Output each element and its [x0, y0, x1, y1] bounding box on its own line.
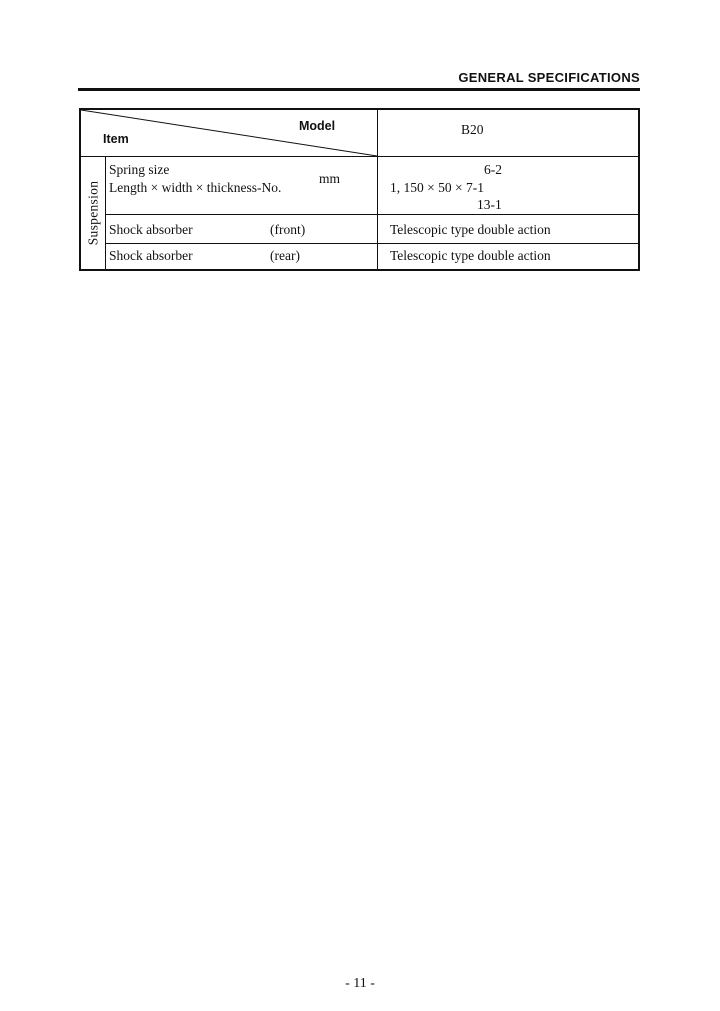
header-rule	[78, 88, 640, 91]
spring-size-label: Spring size	[109, 162, 170, 177]
unit-label: mm	[319, 171, 341, 186]
spring-value-line: 13-1	[477, 197, 502, 212]
shock-absorber-front-qualifier: (front)	[270, 222, 306, 237]
shock-absorber-rear-qualifier: (rear)	[270, 248, 300, 263]
shock-absorber-front-value: Telescopic type double action	[390, 222, 551, 237]
header-item-label: Item	[103, 132, 129, 146]
section-label: Suspension	[85, 180, 101, 246]
shock-absorber-rear-label: Shock absorber	[109, 248, 193, 263]
section-column-divider	[105, 156, 106, 269]
row-divider	[105, 214, 638, 215]
section-title: GENERAL SPECIFICATIONS	[458, 70, 640, 85]
shock-absorber-rear-value: Telescopic type double action	[390, 248, 551, 263]
row-divider	[105, 243, 638, 244]
specifications-table	[79, 108, 640, 271]
shock-absorber-front-label: Shock absorber	[109, 222, 193, 237]
section-label-cell	[83, 158, 103, 268]
header-model-label: Model	[299, 119, 336, 133]
spring-dimension-label: Length × width × thickness-No.	[109, 180, 282, 195]
spring-value-line: 1, 150 × 50 × 7-1	[390, 180, 484, 195]
spring-value-line: 6-2	[484, 162, 502, 177]
model-name: B20	[461, 122, 484, 137]
page-number: - 11 -	[345, 976, 375, 991]
